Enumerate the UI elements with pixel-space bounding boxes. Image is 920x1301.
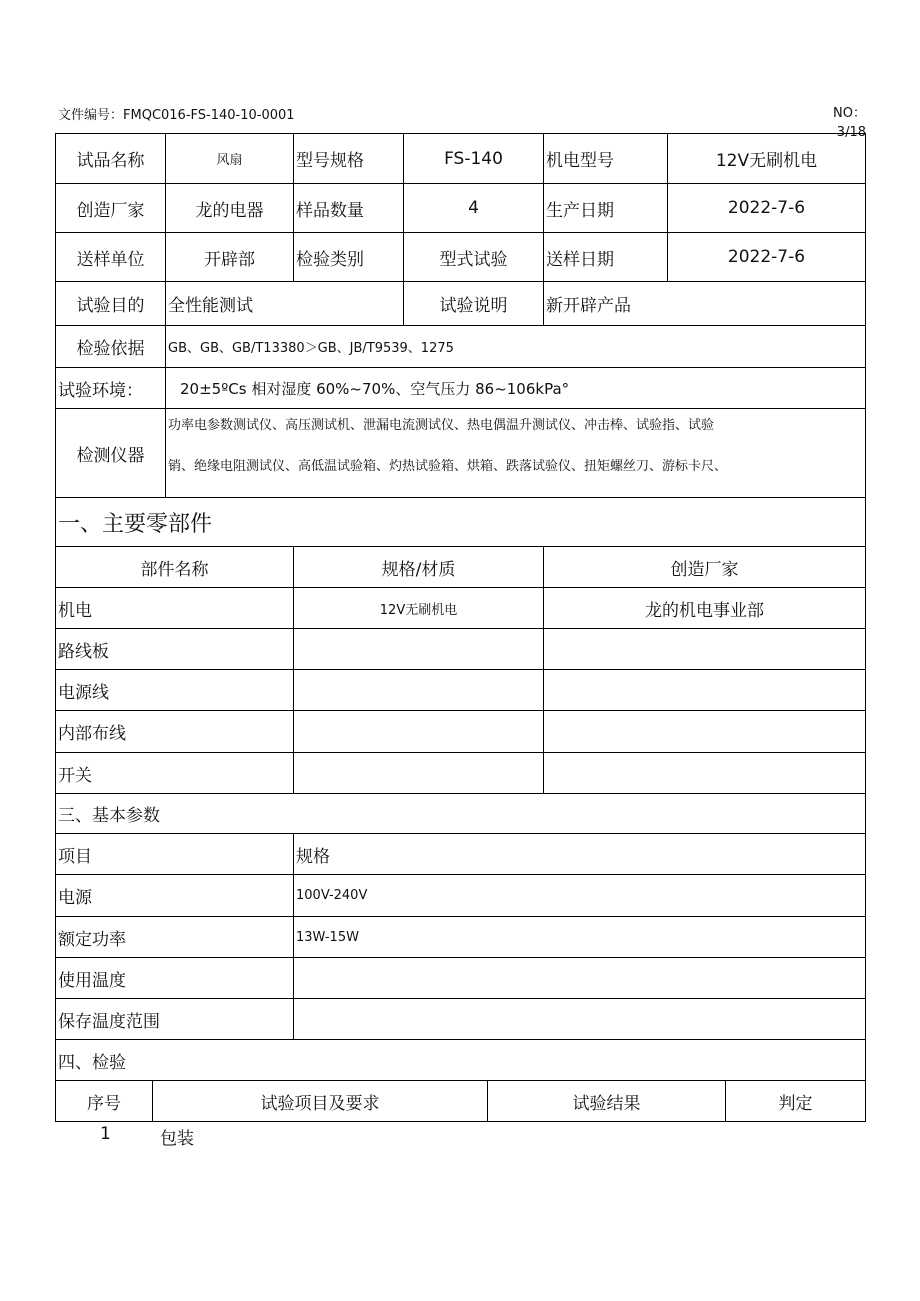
maker-label: 创造厂家 bbox=[56, 184, 166, 233]
table-row bbox=[56, 834, 866, 875]
part-maker bbox=[544, 753, 866, 794]
inspection-header-row bbox=[56, 1081, 866, 1122]
section-row bbox=[56, 1040, 866, 1081]
send-unit-label: 送样单位 bbox=[56, 233, 166, 282]
table-row bbox=[56, 753, 866, 794]
info-row bbox=[56, 368, 866, 409]
motor-value: 12V无刷机电 bbox=[668, 134, 866, 184]
param-value: 13W-15W bbox=[294, 917, 866, 958]
param-value: 100V-240V bbox=[294, 875, 866, 917]
inspect-type-label: 检验类别 bbox=[294, 233, 404, 282]
section-row bbox=[56, 498, 866, 547]
document-number bbox=[58, 104, 295, 123]
inspection-first-item: 包装 bbox=[160, 1129, 194, 1149]
table-row bbox=[56, 917, 866, 958]
inspection-col-result: 试验结果 bbox=[488, 1081, 726, 1122]
param-item: 保存温度范围 bbox=[56, 999, 294, 1040]
parts-header-row bbox=[56, 547, 866, 588]
info-row bbox=[56, 233, 866, 282]
basis-value: GB、GB、GB/T13380＞GB、JB/T9539、1275 bbox=[166, 326, 866, 368]
param-value: 规格 bbox=[294, 834, 866, 875]
table-row bbox=[56, 711, 866, 753]
purpose-label: 试验目的 bbox=[56, 282, 166, 326]
parts-col-name: 部件名称 bbox=[56, 547, 294, 588]
parts-col-spec: 规格/材质 bbox=[294, 547, 544, 588]
inspection-table bbox=[55, 1080, 866, 1122]
env-value: 20±5ºCs 相对湿度 60%~70%、空气压力 86~106kPa° bbox=[166, 368, 866, 409]
table-row bbox=[56, 875, 866, 917]
note-value: 新开辟产品 bbox=[544, 282, 866, 326]
send-date-label: 送样日期 bbox=[544, 233, 668, 282]
inspection-col-no: 序号 bbox=[56, 1081, 153, 1122]
qty-label: 样品数量 bbox=[294, 184, 404, 233]
param-value bbox=[294, 999, 866, 1040]
part-name: 内部布线 bbox=[56, 711, 294, 753]
inspection-section-title: 四、检验 bbox=[56, 1040, 866, 1081]
qty-value: 4 bbox=[404, 184, 544, 233]
section-row bbox=[56, 794, 866, 834]
purpose-value: 全性能测试 bbox=[166, 282, 404, 326]
instrument-label: 检测仪器 bbox=[56, 409, 166, 498]
part-spec bbox=[294, 753, 544, 794]
param-item: 电源 bbox=[56, 875, 294, 917]
document-number-value: FMQC016-FS-140-10-0001 bbox=[123, 108, 295, 123]
model-value: FS-140 bbox=[404, 134, 544, 184]
table-row bbox=[56, 958, 866, 999]
parts-section-title: 一、主要零部件 bbox=[56, 498, 866, 547]
part-maker bbox=[544, 711, 866, 753]
info-row bbox=[56, 184, 866, 233]
maker-value: 龙的电器 bbox=[166, 184, 294, 233]
instrument-line: 销、绝缘电阻测试仪、高低温试验箱、灼热试验箱、烘箱、跌落试验仪、扭矩螺丝刀、游标卡尺、 bbox=[168, 459, 728, 474]
info-row bbox=[56, 282, 866, 326]
info-table bbox=[55, 133, 866, 547]
instrument-line: 功率电参数测试仪、高压测试机、泄漏电流测试仪、热电偶温升测试仪、冲击棒、试验指、试验 bbox=[168, 418, 715, 433]
motor-label: 机电型号 bbox=[544, 134, 668, 184]
part-maker: 龙的机电事业部 bbox=[544, 588, 866, 629]
param-value bbox=[294, 958, 866, 999]
param-item: 项目 bbox=[56, 834, 294, 875]
part-spec bbox=[294, 670, 544, 711]
basis-label: 检验依据 bbox=[56, 326, 166, 368]
parts-col-maker: 创造厂家 bbox=[544, 547, 866, 588]
model-label: 型号规格 bbox=[294, 134, 404, 184]
part-name: 机电 bbox=[56, 588, 294, 629]
sample-name-label: 试品名称 bbox=[56, 134, 166, 184]
table-row bbox=[56, 629, 866, 670]
info-row bbox=[56, 134, 866, 184]
page-number-value: 3/18 bbox=[836, 125, 866, 140]
param-item: 额定功率 bbox=[56, 917, 294, 958]
page-number-label: NO： bbox=[833, 106, 866, 121]
table-row bbox=[56, 588, 866, 629]
inspection-col-verdict: 判定 bbox=[726, 1081, 866, 1122]
part-maker bbox=[544, 629, 866, 670]
params-table bbox=[55, 793, 866, 1081]
part-name: 电源线 bbox=[56, 670, 294, 711]
sample-name-value: 风扇 bbox=[166, 134, 294, 184]
part-spec bbox=[294, 711, 544, 753]
part-name: 路线板 bbox=[56, 629, 294, 670]
table-row bbox=[56, 670, 866, 711]
send-unit-value: 开辟部 bbox=[166, 233, 294, 282]
part-name: 开关 bbox=[56, 753, 294, 794]
env-label: 试验环境： bbox=[56, 368, 166, 409]
info-row bbox=[56, 409, 866, 498]
document-number-label: 文件编号： bbox=[58, 108, 124, 123]
inspect-type-value: 型式试验 bbox=[404, 233, 544, 282]
parts-table bbox=[55, 546, 866, 794]
params-section-title: 三、基本参数 bbox=[56, 794, 866, 834]
table-row bbox=[56, 999, 866, 1040]
part-spec bbox=[294, 629, 544, 670]
prod-date-value: 2022-7-6 bbox=[668, 184, 866, 233]
param-item: 使用温度 bbox=[56, 958, 294, 999]
info-row bbox=[56, 326, 866, 368]
inspection-col-item: 试验项目及要求 bbox=[153, 1081, 488, 1122]
prod-date-label: 生产日期 bbox=[544, 184, 668, 233]
inspection-first-no: 1 bbox=[100, 1124, 111, 1144]
instrument-list bbox=[166, 409, 866, 498]
part-maker bbox=[544, 670, 866, 711]
note-label: 试验说明 bbox=[404, 282, 544, 326]
send-date-value: 2022-7-6 bbox=[668, 233, 866, 282]
part-spec: 12V无刷机电 bbox=[294, 588, 544, 629]
